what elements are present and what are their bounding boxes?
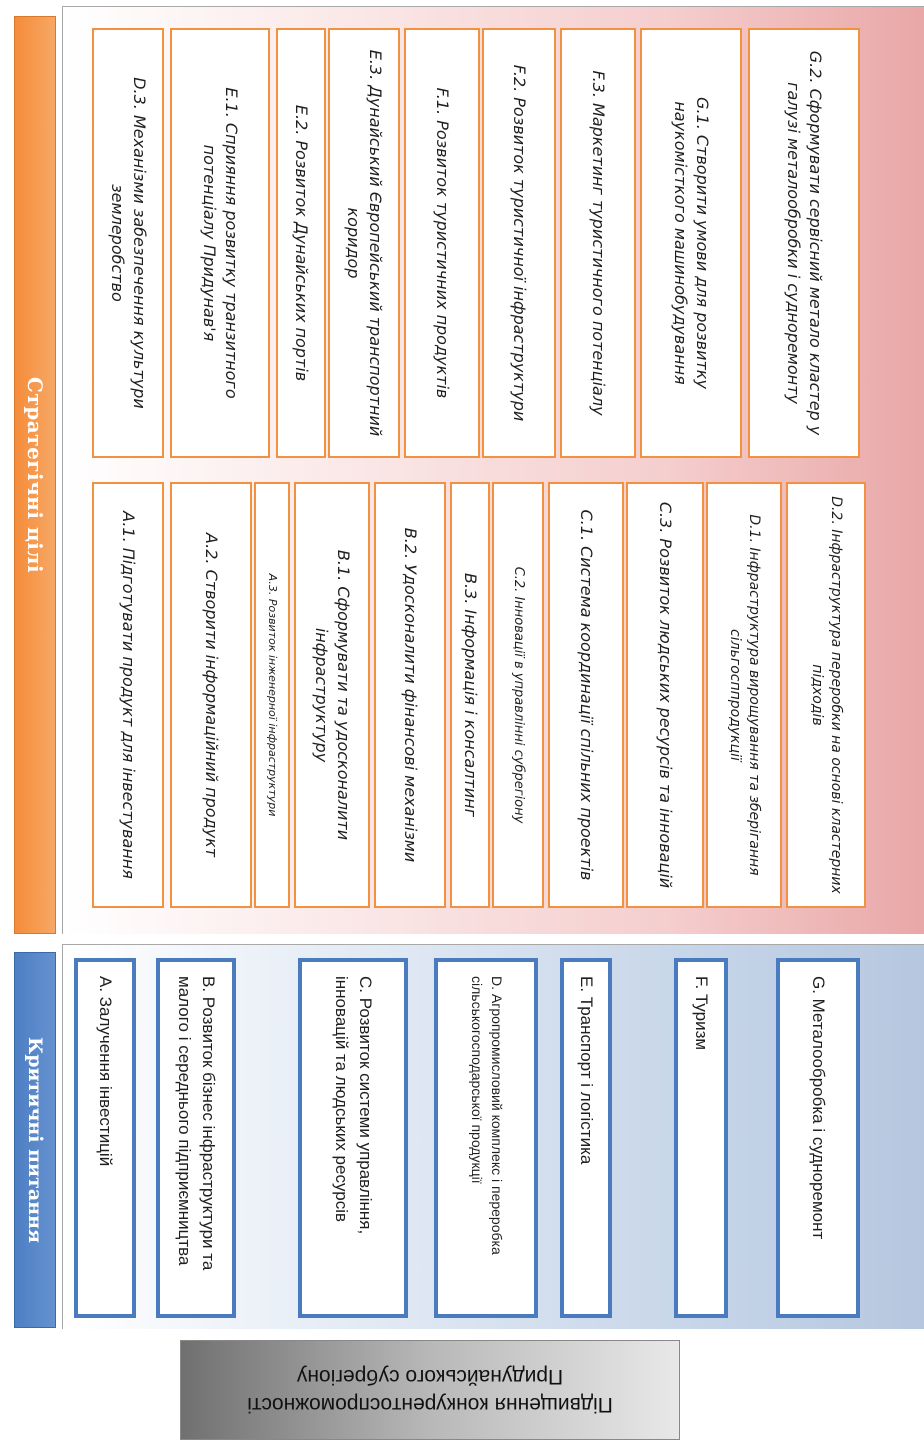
goal-a1 — [92, 482, 164, 908]
issue-a-text: A. Залучення інвестицій — [95, 976, 115, 1167]
goal-c3 — [626, 482, 704, 908]
goal-d1-text: D.1. Інфраструктура вирощування та зберігання сільгосппродукції — [727, 514, 762, 876]
goal-d2-text: D.2. Інфраструктура переробки на основі кластерних підходів — [809, 496, 844, 894]
goal-b2 — [374, 482, 446, 908]
goal-c1 — [548, 482, 624, 908]
main-goal-line1: Підвищення конкурентоспроможності — [247, 1393, 613, 1417]
goal-f2-text: F.2. Розвиток туристичної інфраструктури — [509, 64, 529, 422]
main-goal-box — [180, 1340, 680, 1440]
goal-g2 — [748, 28, 860, 458]
issue-b — [156, 958, 236, 1318]
issue-f-text: F. Туризм — [691, 976, 711, 1051]
strategic-goals-header — [14, 16, 56, 934]
goal-a3-text: A.3. Розвиток інженерної інфраструктури — [266, 573, 280, 817]
goal-a3 — [254, 482, 290, 908]
goal-e2 — [276, 28, 326, 458]
goal-e1 — [170, 28, 270, 458]
issue-c-text: C. Розвиток системи управління, інновацій та людських ресурсів — [332, 976, 375, 1235]
goal-a1-text: A.1. Підготувати продукт для інвестування — [118, 511, 138, 879]
issue-d — [434, 958, 538, 1318]
goal-d1 — [706, 482, 782, 908]
issue-f — [674, 958, 728, 1318]
goal-d3 — [92, 28, 164, 458]
issue-g-text: G. Металообробка і судноремонт — [808, 976, 828, 1240]
goal-e3-text: E.3. Дунайський Європейський транспортний коридор — [344, 49, 385, 437]
goal-d2 — [786, 482, 866, 908]
goal-c1-text: C.1. Система координації спільних проектів — [576, 509, 596, 881]
main-goal-line2: Придунайського субрегіону — [296, 1365, 564, 1388]
goal-b2-text: B.2. Удосконалити фінансові механізми — [400, 527, 420, 863]
critical-issues-header — [14, 952, 56, 1328]
issue-e-text: E. Транспорт і логістика — [576, 976, 596, 1165]
strategic-goals-title: Стратегічні цілі — [23, 376, 47, 574]
issue-e — [560, 958, 612, 1318]
goal-b3-text: B.3. Інформація і консалтинг — [460, 573, 480, 817]
goal-g2-text: G.2. Сформувати сервісний метало кластер у галузі металообробки і судноремонту — [784, 50, 825, 436]
issue-d-text: D. Агропромисловий комплекс і переробка сільськогосподарської продукції — [469, 976, 505, 1255]
goal-f3 — [560, 28, 636, 458]
issue-b-text: B. Розвиток бізнес інфраструктури та малого і середнього підприємництва — [175, 976, 218, 1271]
goal-d3-text: D.3. Механізми забезпечення культури землеробство — [108, 77, 149, 409]
goal-e1-text: E.1. Сприяння розвитку транзитного потенціалу Придунав'я — [200, 87, 241, 399]
goal-a2 — [170, 482, 252, 908]
goal-c2-text: C.2. Інновації в управлінні субрегіону — [510, 566, 526, 824]
goal-b1-text: B.1. Сформувати та удосконалити інфраструктуру — [312, 549, 353, 841]
critical-issues-title: Критичні питання — [24, 1036, 46, 1244]
issue-c — [298, 958, 408, 1318]
goal-g1-text: G.1. Створити умови для розвитку наукомісткого машинобудування — [671, 97, 712, 389]
goal-b1 — [294, 482, 370, 908]
goal-f3-text: F.3. Маркетинг туристичного потенціалу — [588, 70, 608, 416]
goal-g1 — [640, 28, 742, 458]
goal-b3 — [450, 482, 490, 908]
goal-c2 — [492, 482, 544, 908]
issue-a — [74, 958, 136, 1318]
goal-e3 — [328, 28, 400, 458]
goal-c3-text: C.3. Розвиток людських ресурсів та інновацій — [655, 501, 675, 889]
goal-f1-text: F.1. Розвиток туристичних продуктів — [432, 87, 452, 399]
goal-a2-text: A.2. Створити інформаційний продукт — [201, 532, 221, 858]
goal-f1 — [404, 28, 480, 458]
goal-f2 — [482, 28, 556, 458]
goal-e2-text: E.2. Розвиток Дунайських портів — [291, 104, 311, 382]
issue-g — [776, 958, 860, 1318]
